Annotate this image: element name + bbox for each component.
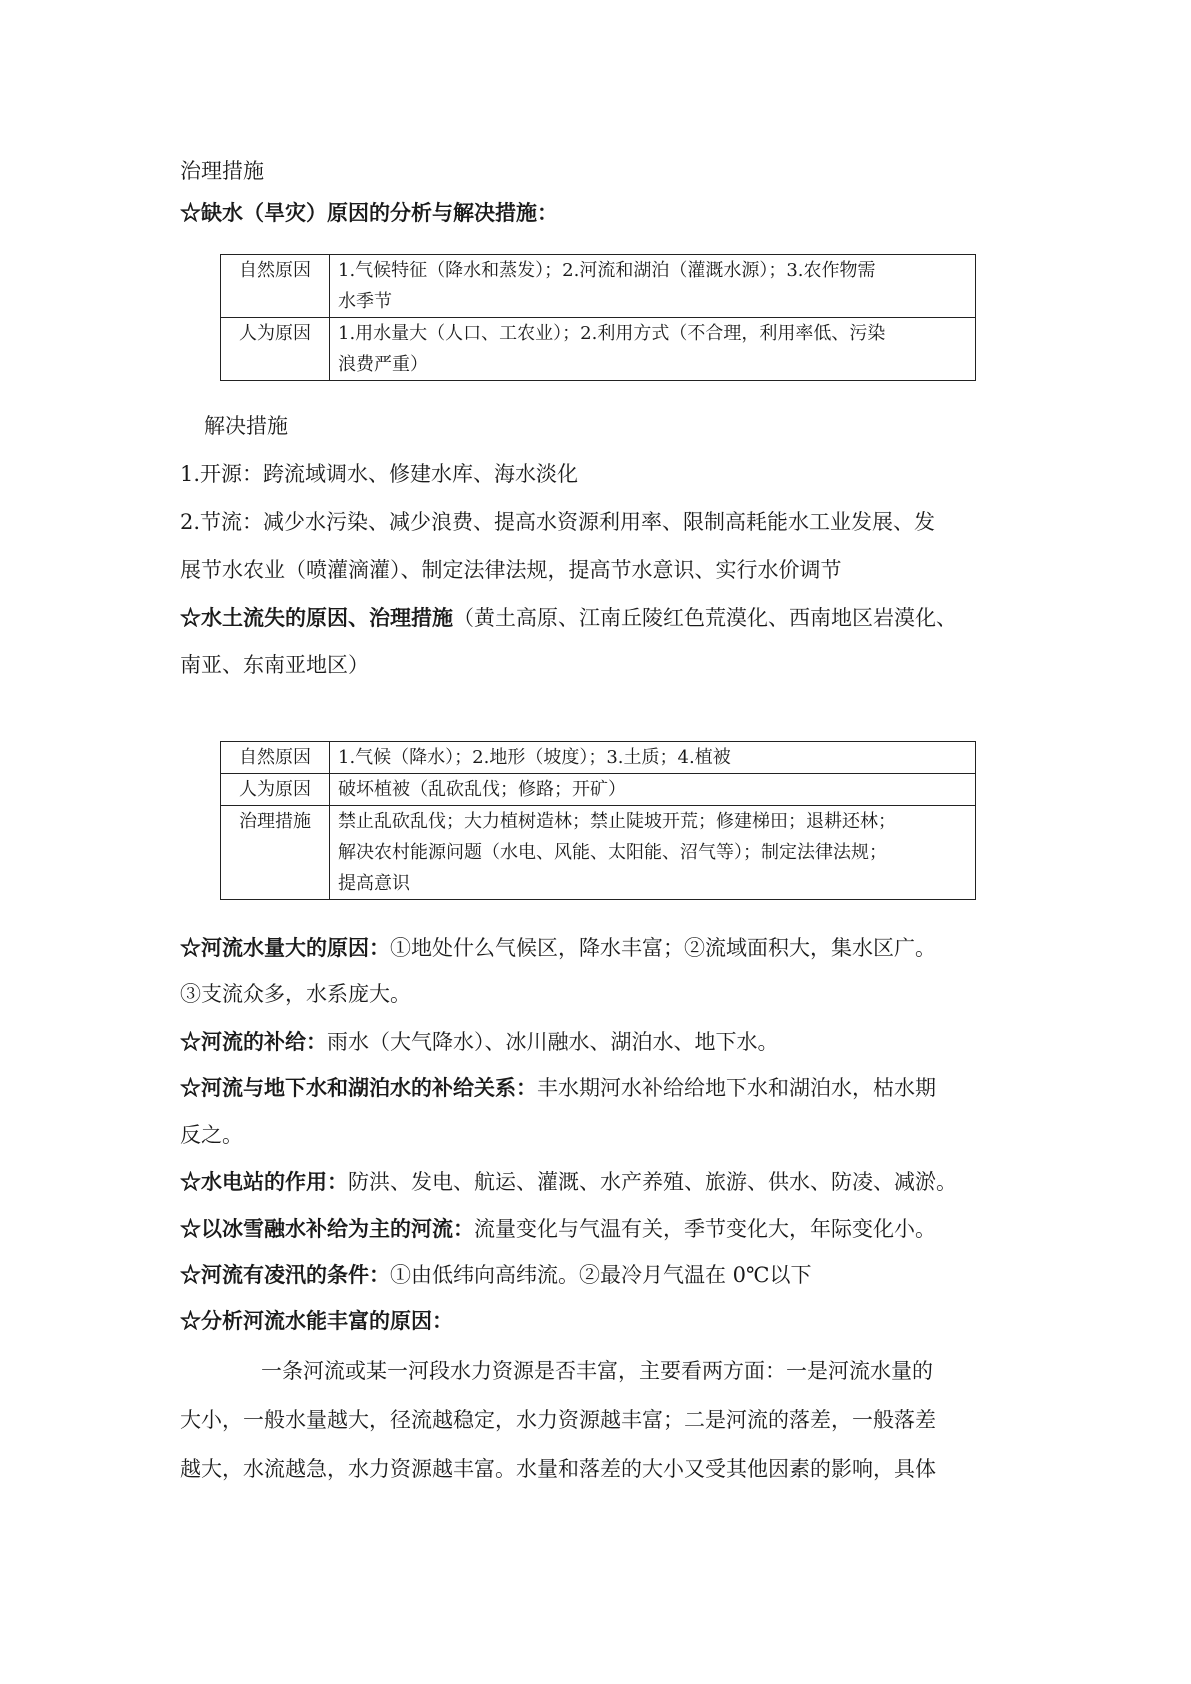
fact-heading: ☆河流的补给： [180, 1029, 327, 1054]
row-text-line: 禁止乱砍乱伐；大力植树造林；禁止陡坡开荒；修建梯田；退耕还林； [338, 811, 896, 832]
fact-text: 流量变化与气温有关，季节变化大，年际变化小。 [474, 1217, 936, 1241]
fact-heading: ☆分析河流水能丰富的原因： [180, 1308, 453, 1333]
fact-line [180, 1298, 1030, 1344]
erosion-heading [180, 595, 1030, 641]
fact-text: 反之。 [180, 1123, 243, 1147]
solution-conserve-line1: 2.节流：减少水污染、减少浪费、提高水资源利用率、限制高耗能水工业发展、发 [180, 510, 936, 534]
fact-line [180, 1159, 1030, 1205]
row-text-line: 浪费严重） [338, 354, 428, 375]
fact-line [180, 971, 1030, 1017]
table-row [221, 255, 976, 318]
row-text-line: 破坏植被（乱砍乱伐；修路；开矿） [338, 779, 626, 800]
row-label: 人为原因 [221, 318, 330, 381]
fact-heading: ☆水电站的作用： [180, 1169, 348, 1194]
table-row [221, 774, 976, 806]
row-content [330, 255, 976, 318]
row-label: 治理措施 [221, 806, 330, 900]
fact-line [180, 1206, 1030, 1252]
table-row [221, 806, 976, 900]
paragraph-line: 一条河流或某一河段水力资源是否丰富，主要看两方面：一是河流水量的 [261, 1359, 933, 1383]
table-row [221, 318, 976, 381]
fact-heading: ☆河流有凌汛的条件： [180, 1262, 390, 1287]
row-text-line: 1.气候（降水）；2.地形（坡度）；3.土质；4.植被 [338, 747, 731, 768]
row-label: 自然原因 [221, 255, 330, 318]
table-row [221, 742, 976, 774]
fact-line [180, 1065, 1030, 1111]
erosion-table [220, 741, 976, 900]
fact-text: ③支流众多，水系庞大。 [180, 982, 411, 1006]
erosion-heading-regions: （黄土高原、江南丘陵红色荒漠化、西南地区岩漠化、 [453, 606, 957, 630]
fact-heading: ☆以冰雪融水补给为主的河流： [180, 1216, 474, 1241]
erosion-heading-bold: ☆水土流失的原因、治理措施 [180, 605, 453, 630]
row-content [330, 318, 976, 381]
fact-heading: ☆河流与地下水和湖泊水的补给关系： [180, 1075, 537, 1100]
fact-line [180, 925, 1030, 971]
solution-open-source: 1.开源：跨流域调水、修建水库、海水淡化 [180, 462, 579, 486]
row-label: 人为原因 [221, 774, 330, 806]
row-content [330, 806, 976, 900]
fact-text: 防洪、发电、航运、灌溉、水产养殖、旅游、供水、防凌、减淤。 [348, 1170, 957, 1194]
row-text-line: 水季节 [338, 291, 392, 312]
row-label: 自然原因 [221, 742, 330, 774]
solution-title: 解决措施 [204, 414, 288, 438]
paragraph-line: 大小，一般水量越大，径流越稳定，水力资源越丰富；二是河流的落差，一般落差 [180, 1408, 936, 1432]
fact-line [180, 1019, 1030, 1065]
row-text-line: 解决农村能源问题（水电、风能、太阳能、沼气等）；制定法律法规； [338, 842, 887, 863]
fact-text: 丰水期河水补给给地下水和湖泊水，枯水期 [537, 1076, 936, 1100]
fact-line [180, 1112, 1030, 1158]
row-text-line: 提高意识 [338, 873, 410, 894]
solution-conserve-line2: 展节水农业（喷灌滴灌）、制定法律法规，提高节水意识、实行水价调节 [180, 558, 842, 582]
fact-text: 雨水（大气降水）、冰川融水、湖泊水、地下水。 [327, 1030, 779, 1054]
fact-text: ①地处什么气候区，降水丰富；②流域面积大，集水区广。 [390, 936, 936, 960]
fact-line [180, 1252, 1030, 1298]
fact-heading: ☆河流水量大的原因： [180, 935, 390, 960]
row-text-line: 1.气候特征（降水和蒸发）；2.河流和湖泊（灌溉水源）；3.农作物需 [338, 260, 876, 281]
erosion-heading-line2: 南亚、东南亚地区） [180, 653, 369, 677]
row-content [330, 742, 976, 774]
fact-text: ①由低纬向高纬流。②最冷月气温在 0℃以下 [390, 1263, 812, 1287]
water-shortage-table [220, 254, 976, 381]
row-text-line: 1.用水量大（人口、工农业）；2.利用方式（不合理，利用率低、污染 [338, 323, 886, 344]
intro-text: 治理措施 [180, 159, 264, 183]
row-content [330, 774, 976, 806]
water-shortage-heading: ☆缺水（旱灾）原因的分析与解决措施： [180, 200, 558, 225]
paragraph-line: 越大，水流越急，水力资源越丰富。水量和落差的大小又受其他因素的影响，具体 [180, 1457, 936, 1481]
